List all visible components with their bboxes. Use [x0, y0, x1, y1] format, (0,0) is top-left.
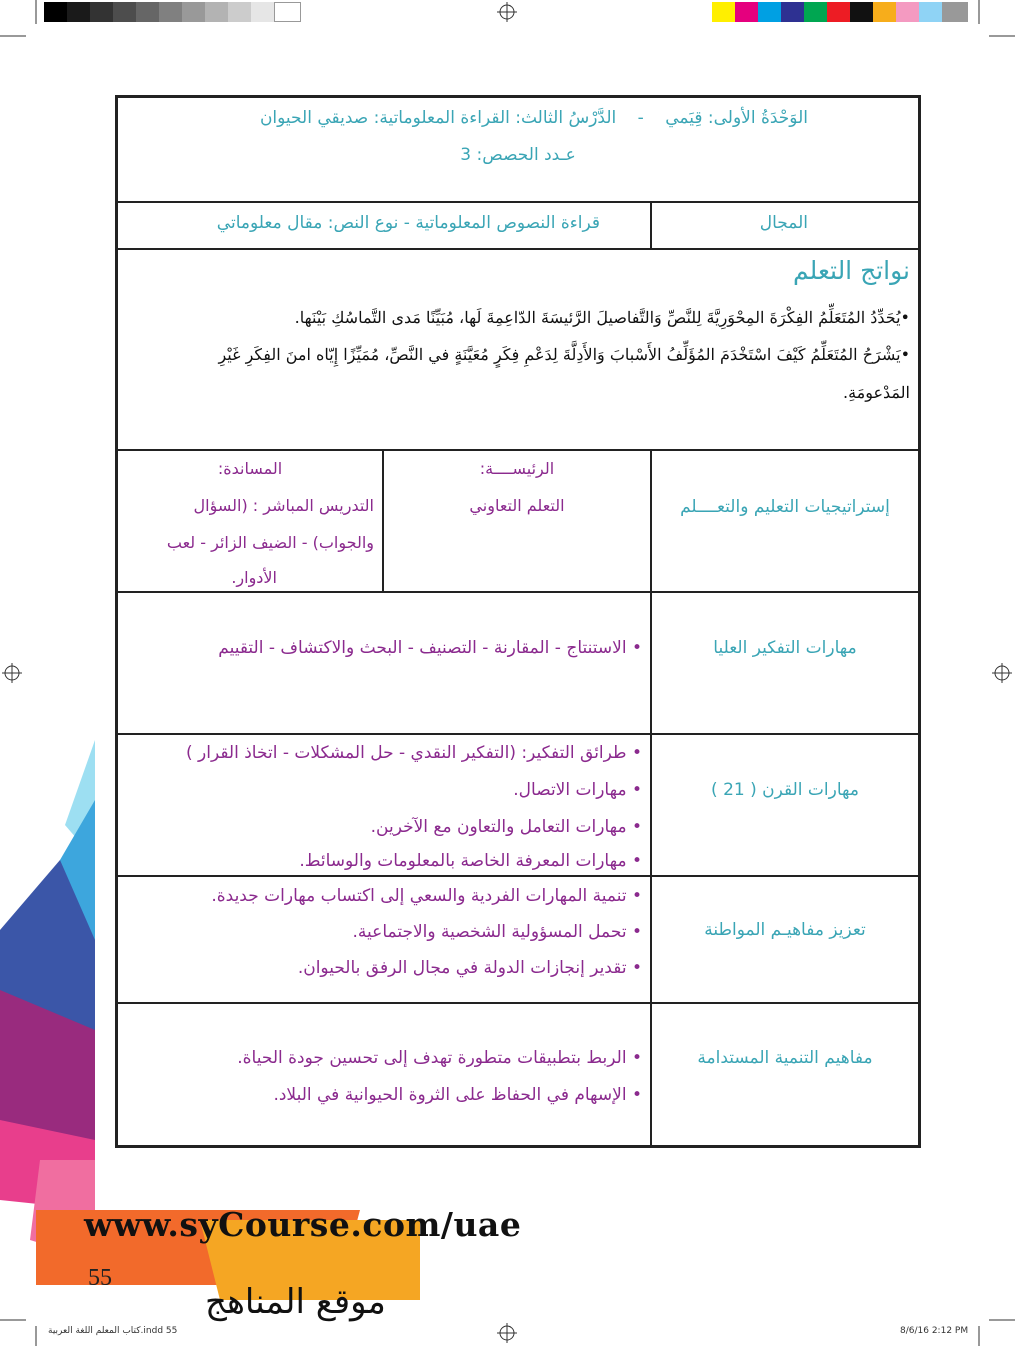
support-line: والجواب) - الضيف الزائر - لعب — [166, 533, 374, 552]
century-skill-item: مهارات التعامل والتعاون مع الآخرين. — [370, 817, 627, 837]
bullet: • — [631, 780, 642, 800]
century-skills-label-cell — [652, 735, 921, 877]
slug-date: 8/6/16 2:12 PM — [900, 1326, 969, 1336]
higher-thinking-value-cell — [115, 593, 652, 735]
outcomes-title: نواتج التعلم — [793, 256, 910, 285]
strategies-label-cell — [652, 451, 921, 593]
support-line: الأدوار. — [231, 568, 277, 587]
domain-value: قراءة النصوص المعلوماتية - نوع النص: مقال معلوماتي — [216, 213, 600, 233]
lesson-title: الدَّرْسُ الثالث: القراءة المعلوماتية: صديقي الحيوان — [259, 108, 617, 128]
list-item — [353, 922, 642, 942]
bullet: • — [631, 851, 642, 871]
bullet: • — [631, 886, 642, 906]
main-value: التعلم التعاوني — [469, 496, 565, 515]
citizenship-item: تحمل المسؤولية الشخصية والاجتماعية. — [352, 922, 627, 942]
sustainability-label-cell — [652, 1004, 921, 1148]
bullet: • — [631, 743, 642, 763]
citizenship-value-cell — [115, 877, 652, 1004]
list-item — [186, 743, 642, 763]
list-item — [298, 958, 642, 978]
outcome-item: •يَشْرَحُ المُتَعَلِّمُ كَيْفَ اسْتَخْدَمَ المُؤَلِّفُ الأَسْبابَ وَالأَدِلَّةَ لِدَعْمِ فِكَرٍ مُعَيَّنَةٍ في النَّصِّ، مُمَيِّزًا إِيّاه امنَ الفِكَرِ غَيْرِ — [218, 345, 910, 364]
unit-title: الوَحْدَةُ الأولى: قِيَمي — [665, 108, 808, 128]
header-separator: - — [637, 108, 644, 128]
domain-label: المجال — [759, 213, 808, 233]
header-cell — [115, 95, 921, 203]
list-item — [371, 817, 642, 837]
slug-file: كتاب المعلم اللغة العربية.indd 55 — [48, 1326, 178, 1336]
bullet: • — [631, 958, 642, 978]
citizenship-item: تنمية المهارات الفردية والسعي إلى اكتساب مهارات جديدة. — [211, 886, 627, 906]
list-item — [273, 1085, 642, 1105]
domain-label-cell — [652, 203, 921, 250]
outcome-item: •يُحَدِّدُ المُتَعَلِّمُ الفِكْرَةَ المِحْوَرِيَّةَ لِلنَّصِّ وَالتَّفاصيلَ الرَّئيسَةَ الدّاعِمِةَ لَها، مُبَيِّنًا مَدى التَّماسُكِ بَيْنَها. — [294, 308, 910, 327]
bullet: • — [631, 1085, 642, 1105]
list-item — [218, 638, 642, 658]
sessions-count: عـدد الحصص: 3 — [460, 145, 576, 165]
outcome-item: المَدْعومَةِ. — [842, 383, 910, 402]
strategies-support-cell — [115, 451, 384, 593]
higher-thinking-label: مهارات التفكير العليا — [713, 638, 857, 658]
sustainability-label: مفاهيم التنمية المستدامة — [697, 1048, 873, 1068]
citizenship-label-cell — [652, 877, 921, 1004]
list-item — [211, 886, 642, 906]
list-item — [237, 1048, 642, 1068]
page-number: 55 — [88, 1265, 112, 1291]
higher-thinking-label-cell — [652, 593, 921, 735]
support-line: التدريس المباشر : (السؤال — [193, 496, 374, 515]
century-skill-item: طرائق التفكير: (التفكير النقدي - حل المشكلات - اتخاذ القرار ) — [185, 743, 627, 763]
higher-thinking-item: الاستنتاج - المقارنة - التصنيف - البحث والاكتشاف - التقييم — [218, 638, 627, 658]
century-skills-value-cell — [115, 735, 652, 877]
bullet: • — [631, 1048, 642, 1068]
main-title: الرئيســــة: — [479, 459, 555, 478]
site-name-logo: موقع المناهج — [205, 1282, 386, 1322]
list-item — [513, 780, 642, 800]
citizenship-label: تعزيز مفاهيـم المواطنة — [704, 920, 866, 940]
bullet: • — [631, 638, 642, 658]
strategies-label: إستراتيجيات التعليم والتعــــلم — [680, 497, 890, 517]
strategies-main-cell — [384, 451, 652, 593]
citizenship-item: تقدير إنجازات الدولة في مجال الرفق بالحيوان. — [297, 958, 627, 978]
support-title: المساندة: — [217, 459, 283, 478]
domain-value-cell — [115, 203, 652, 250]
bullet: • — [631, 922, 642, 942]
sustainability-value-cell — [115, 1004, 652, 1148]
header-title-line — [260, 108, 808, 128]
list-item — [299, 851, 642, 871]
sustainability-item: الربط بتطبيقات متطورة تهدف إلى تحسين جودة الحياة. — [237, 1048, 627, 1068]
century-skill-item: مهارات الاتصال. — [513, 780, 627, 800]
century-skill-item: مهارات المعرفة الخاصة بالمعلومات والوسائط. — [299, 851, 627, 871]
bullet: • — [631, 817, 642, 837]
website-link[interactable]: www.syCourse.com/uae — [84, 1205, 522, 1244]
sustainability-item: الإسهام في الحفاظ على الثروة الحيوانية في البلاد. — [273, 1085, 627, 1105]
outcomes-cell — [115, 250, 921, 451]
century-skills-label: مهارات القرن ( 21 ) — [711, 780, 859, 800]
